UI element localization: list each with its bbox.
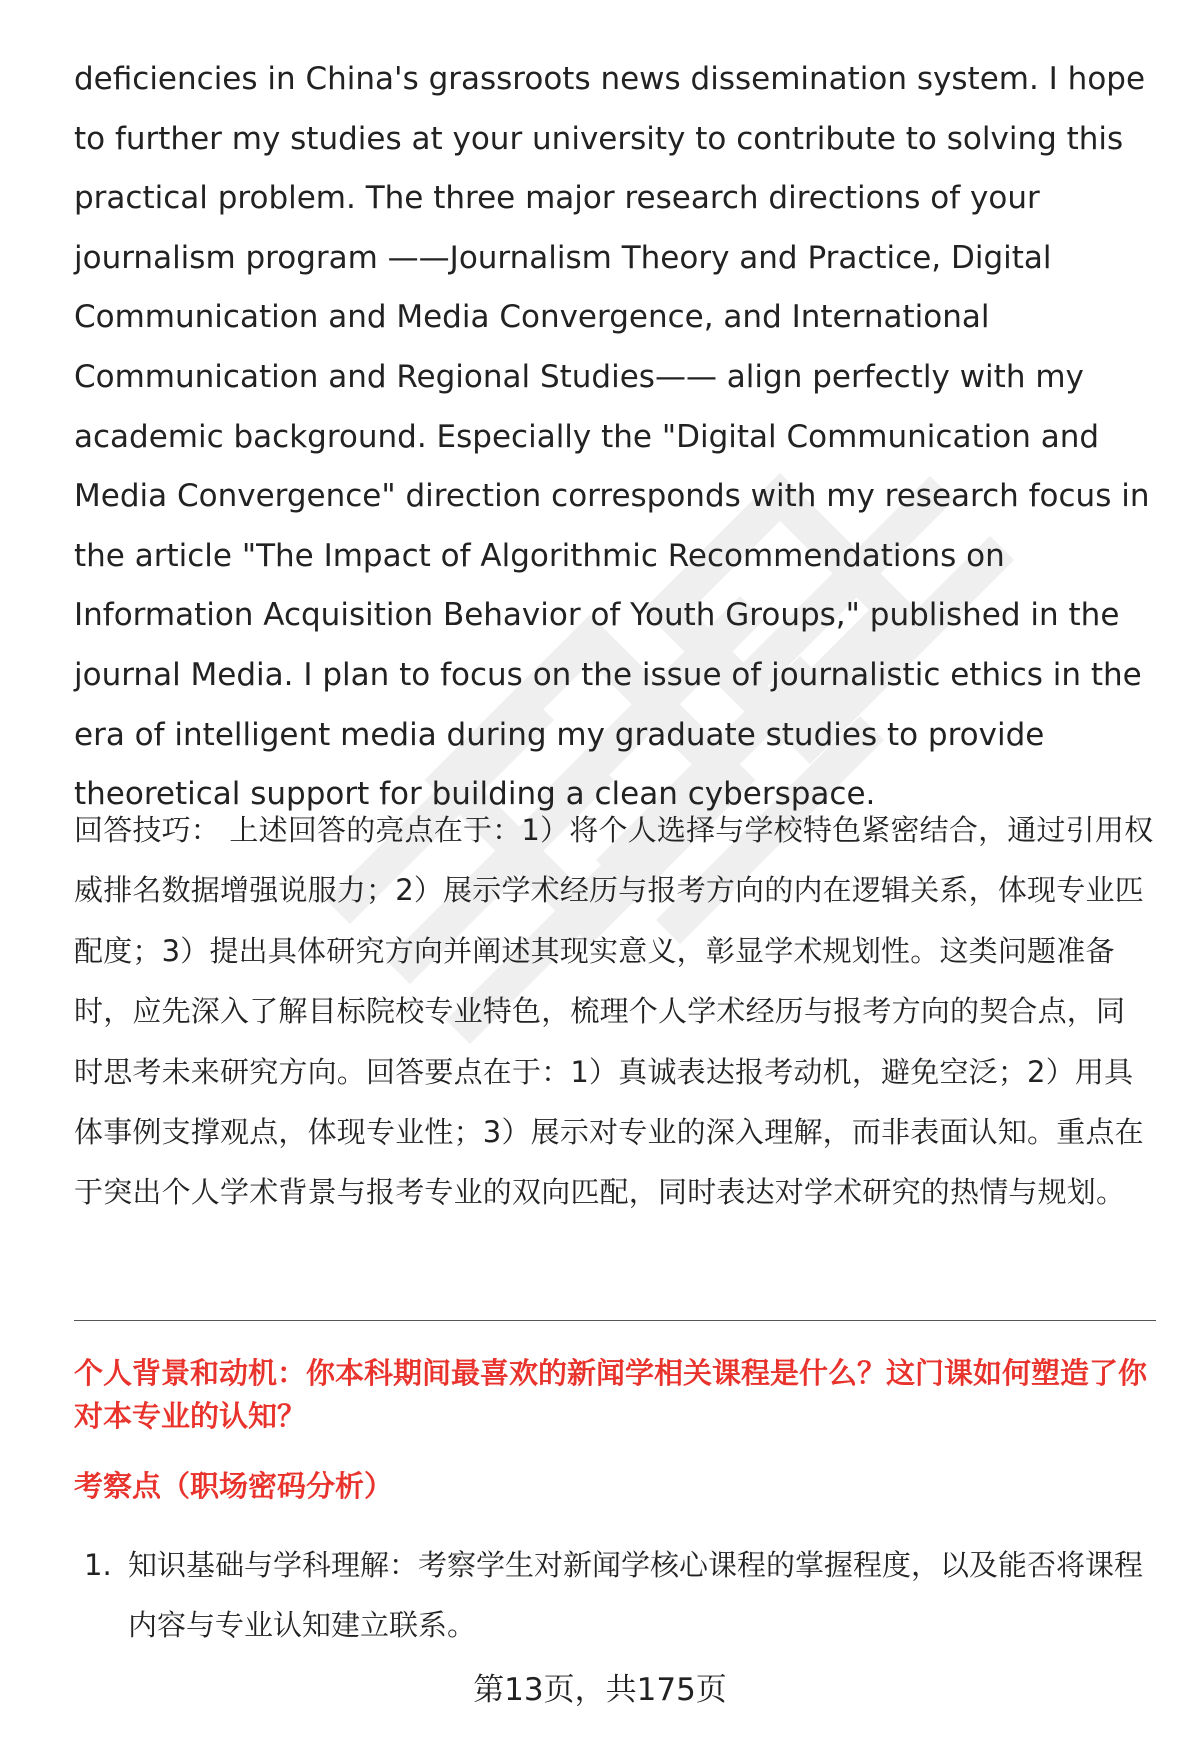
assessment-points-heading: 考察点（职场密码分析） (74, 1469, 394, 1503)
body-paragraph: deficiencies in China's grassroots news dissemination system. I hope to further my studies at your university to contribute to solving this practical problem. The three major research directions of your journalism program ——Journalism Theory and Practice, Digital Communication and Media Convergence, and International Communication and Regional Studies—— align perfectly with my academic background. Especially the "Digital Communication and Media Convergence" direction corresponds with my research focus in the article "The Impact of Algorithmic Recommendations on Information Acquisition Behavior of Youth Groups," published in the journal Media. I plan to focus on the issue of journalistic ethics in the era of intelligent media during my graduate studies to provide theoretical support for building a clean cyberspace. (74, 61, 1150, 813)
assessment-points-list (74, 1535, 1156, 1655)
page-number-footer: 第13页，共175页 (473, 1672, 727, 1708)
answer-tips-paragraph: 回答技巧： 上述回答的亮点在于：1）将个人选择与学校特色紧密结合，通过引用权威排名数据增强说服力；2）展示学术经历与报考方向的内在逻辑关系，体现专业匹配度；3）提出具体研究方向并阐述其现实意义，彰显学术规划性。这类问题准备时，应先深入了解目标院校专业特色，梳理个人学术经历与报考方向的契合点，同时思考未来研究方向。回答要点在于：1）真诚表达报考动机，避免空泛；2）用具体事例支撑观点，体现专业性；3）展示对专业的深入理解，而非表面认知。重点在于突出个人学术背景与报考专业的双向匹配，同时表达对学术研究的热情与规划。 (74, 813, 1154, 1210)
section-divider (74, 1320, 1156, 1321)
list-item-number: 1. (84, 1548, 112, 1582)
question-heading: 个人背景和动机：你本科期间最喜欢的新闻学相关课程是什么？这门课如何塑造了你对本专业的认知？ (74, 1356, 1148, 1433)
list-item-text: 知识基础与学科理解：考察学生对新闻学核心课程的掌握程度，以及能否将课程内容与专业认知建立联系。 (128, 1548, 1144, 1642)
list-item (74, 1535, 1156, 1655)
